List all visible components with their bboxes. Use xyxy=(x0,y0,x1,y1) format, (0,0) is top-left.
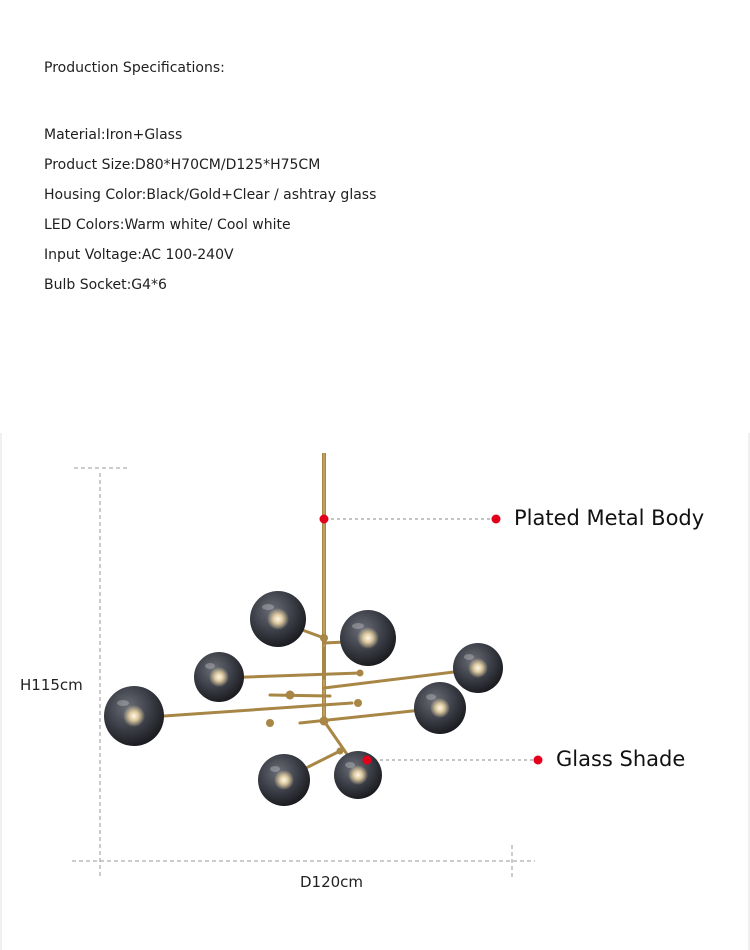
shade-callout-dot xyxy=(534,756,543,765)
glass-shade xyxy=(194,652,244,702)
spec-item-material: Material:Iron+Glass xyxy=(44,127,183,143)
spec-item-voltage: Input Voltage:AC 100-240V xyxy=(44,247,234,263)
body-marker-dot xyxy=(320,515,329,524)
glass-shade xyxy=(250,591,306,647)
spec-list xyxy=(44,120,376,300)
glass-shade xyxy=(453,643,503,693)
glass-shade xyxy=(340,610,396,666)
glass-shade xyxy=(334,751,382,799)
glass-shades xyxy=(104,591,503,806)
spec-item-socket: Bulb Socket:G4*6 xyxy=(44,277,167,293)
product-diagram xyxy=(0,433,750,950)
spec-item-size: Product Size:D80*H70CM/D125*H75CM xyxy=(44,157,321,173)
callout-plated-metal-body: Plated Metal Body xyxy=(514,506,705,530)
spec-item-led-colors: LED Colors:Warm white/ Cool white xyxy=(44,217,291,233)
callout-glass-shade: Glass Shade xyxy=(556,747,686,771)
glass-shade xyxy=(414,682,466,734)
shade-marker-dot xyxy=(363,756,372,765)
spec-title: Production Specifications: xyxy=(44,60,225,76)
glass-shade xyxy=(258,754,310,806)
body-callout-dot xyxy=(492,515,501,524)
glass-shade xyxy=(104,686,164,746)
spec-item-housing-color: Housing Color:Black/Gold+Clear / ashtray glass xyxy=(44,187,377,203)
height-dimension-label: H115cm xyxy=(20,676,83,694)
diameter-dimension-label: D120cm xyxy=(300,873,364,891)
